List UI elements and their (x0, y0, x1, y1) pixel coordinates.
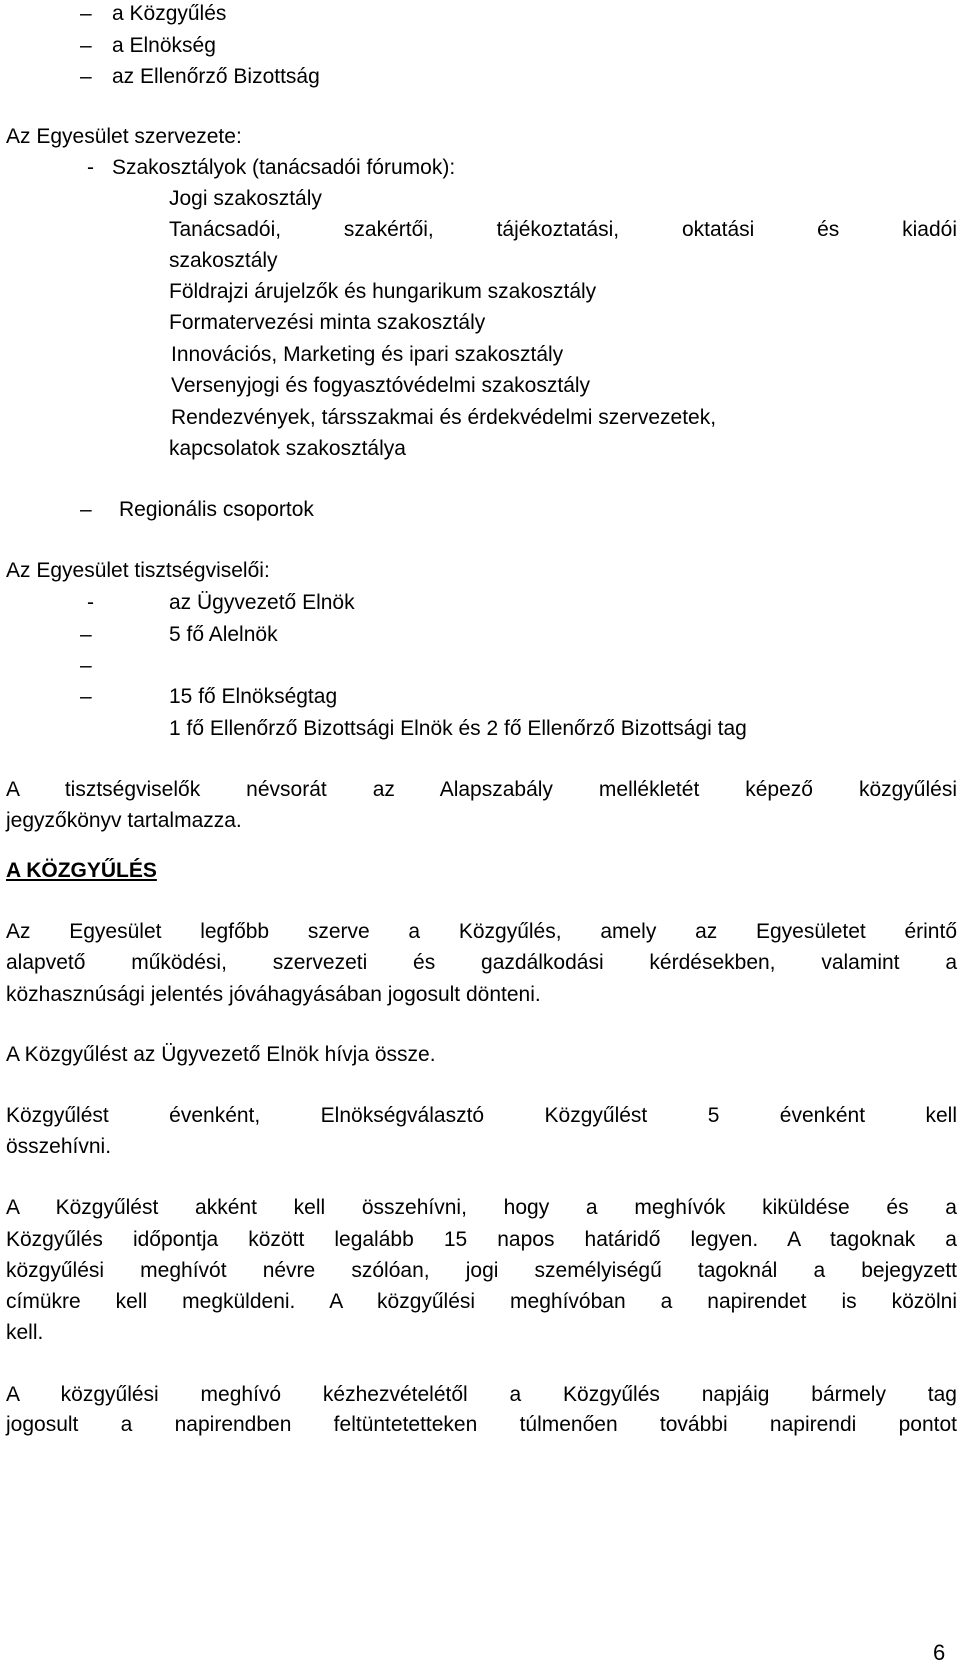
list-item: Földrajzi árujelzők és hungarikum szakosztály (169, 280, 597, 303)
dash-marker: – (80, 65, 92, 88)
list-item: Rendezvények, társszakmai és érdekvédelmi szervezetek, (171, 406, 717, 429)
list-item: kapcsolatok szakosztálya (169, 437, 406, 460)
org-title: Az Egyesület szervezete: (6, 125, 242, 148)
list-item: Jogi szakosztály (169, 187, 322, 210)
sub-title: Szakosztályok (tanácsadói fórumok): (112, 156, 456, 179)
paragraph-line: kell. (6, 1321, 44, 1344)
paragraph-line: Közgyűlés időpontja között legalább 15 napos határidő legyen. A tagoknak a (6, 1228, 957, 1251)
list-item: Innovációs, Marketing és ipari szakosztály (171, 343, 564, 366)
list-item: szakosztály (169, 249, 278, 272)
paragraph-line: A Közgyűlést az Ügyvezető Elnök hívja össze. (6, 1043, 436, 1066)
dash-marker: – (80, 2, 92, 25)
paragraph-line: összehívni. (6, 1135, 112, 1158)
sub-marker: - (87, 156, 94, 179)
officers-title: Az Egyesület tisztségviselői: (6, 559, 270, 582)
list-item: Versenyjogi és fogyasztóvédelmi szakosztály (171, 374, 591, 397)
list-item: 5 fő Alelnök (169, 623, 278, 646)
officers-marker: - (87, 591, 94, 614)
paragraph-line: közhasznúsági jelentés jóváhagyásában jogosult dönteni. (6, 983, 541, 1006)
dash-marker: – (80, 498, 92, 521)
dash-marker: – (80, 623, 92, 646)
list-item: 1 fő Ellenőrző Bizottsági Elnök és 2 fő Ellenőrző Bizottsági tag (169, 717, 747, 740)
paragraph-line: jogosult a napirendben feltüntetetteken túlmenően további napirendi pontot (6, 1413, 957, 1436)
paragraph-line: alapvető működési, szervezeti és gazdálkodási kérdésekben, valamint a (6, 951, 957, 974)
list-item: a Közgyűlés (112, 2, 227, 25)
section-heading: A KÖZGYŰLÉS (6, 859, 157, 882)
list-item: az Ellenőrző Bizottság (112, 65, 320, 88)
list-item: 15 fő Elnökségtag (169, 685, 338, 708)
dash-marker: – (80, 654, 92, 677)
list-item: Formatervezési minta szakosztály (169, 311, 486, 334)
paragraph-line: címükre kell megküldeni. A közgyűlési meghívóban a napirendet is közölni (6, 1290, 957, 1313)
regional-item: Regionális csoportok (119, 498, 314, 521)
dash-marker: – (80, 34, 92, 57)
paragraph-line: Az Egyesület legfőbb szerve a Közgyűlés, amely az Egyesületet érintő (6, 920, 957, 943)
list-item: az Ügyvezető Elnök (169, 591, 355, 614)
list-item: Tanácsadói, szakértői, tájékoztatási, oktatási és kiadói (169, 218, 957, 241)
paragraph-line: A tisztségviselők névsorát az Alapszabály mellékletét képező közgyűlési (6, 778, 957, 801)
paragraph-line: Közgyűlést évenként, Elnökségválasztó Közgyűlést 5 évenként kell (6, 1104, 957, 1127)
paragraph-line: A Közgyűlést akként kell összehívni, hogy a meghívók kiküldése és a (6, 1196, 957, 1219)
list-item: a Elnökség (112, 34, 216, 57)
dash-marker: – (80, 685, 92, 708)
page-number: 6 (933, 1640, 946, 1665)
paragraph-line: közgyűlési meghívót névre szólóan, jogi személyiségű tagoknál a bejegyzett (6, 1259, 957, 1282)
paragraph-line: A közgyűlési meghívó kézhezvételétől a Közgyűlés napjáig bármely tag (6, 1383, 957, 1406)
paragraph-line: jegyzőkönyv tartalmazza. (6, 809, 242, 832)
